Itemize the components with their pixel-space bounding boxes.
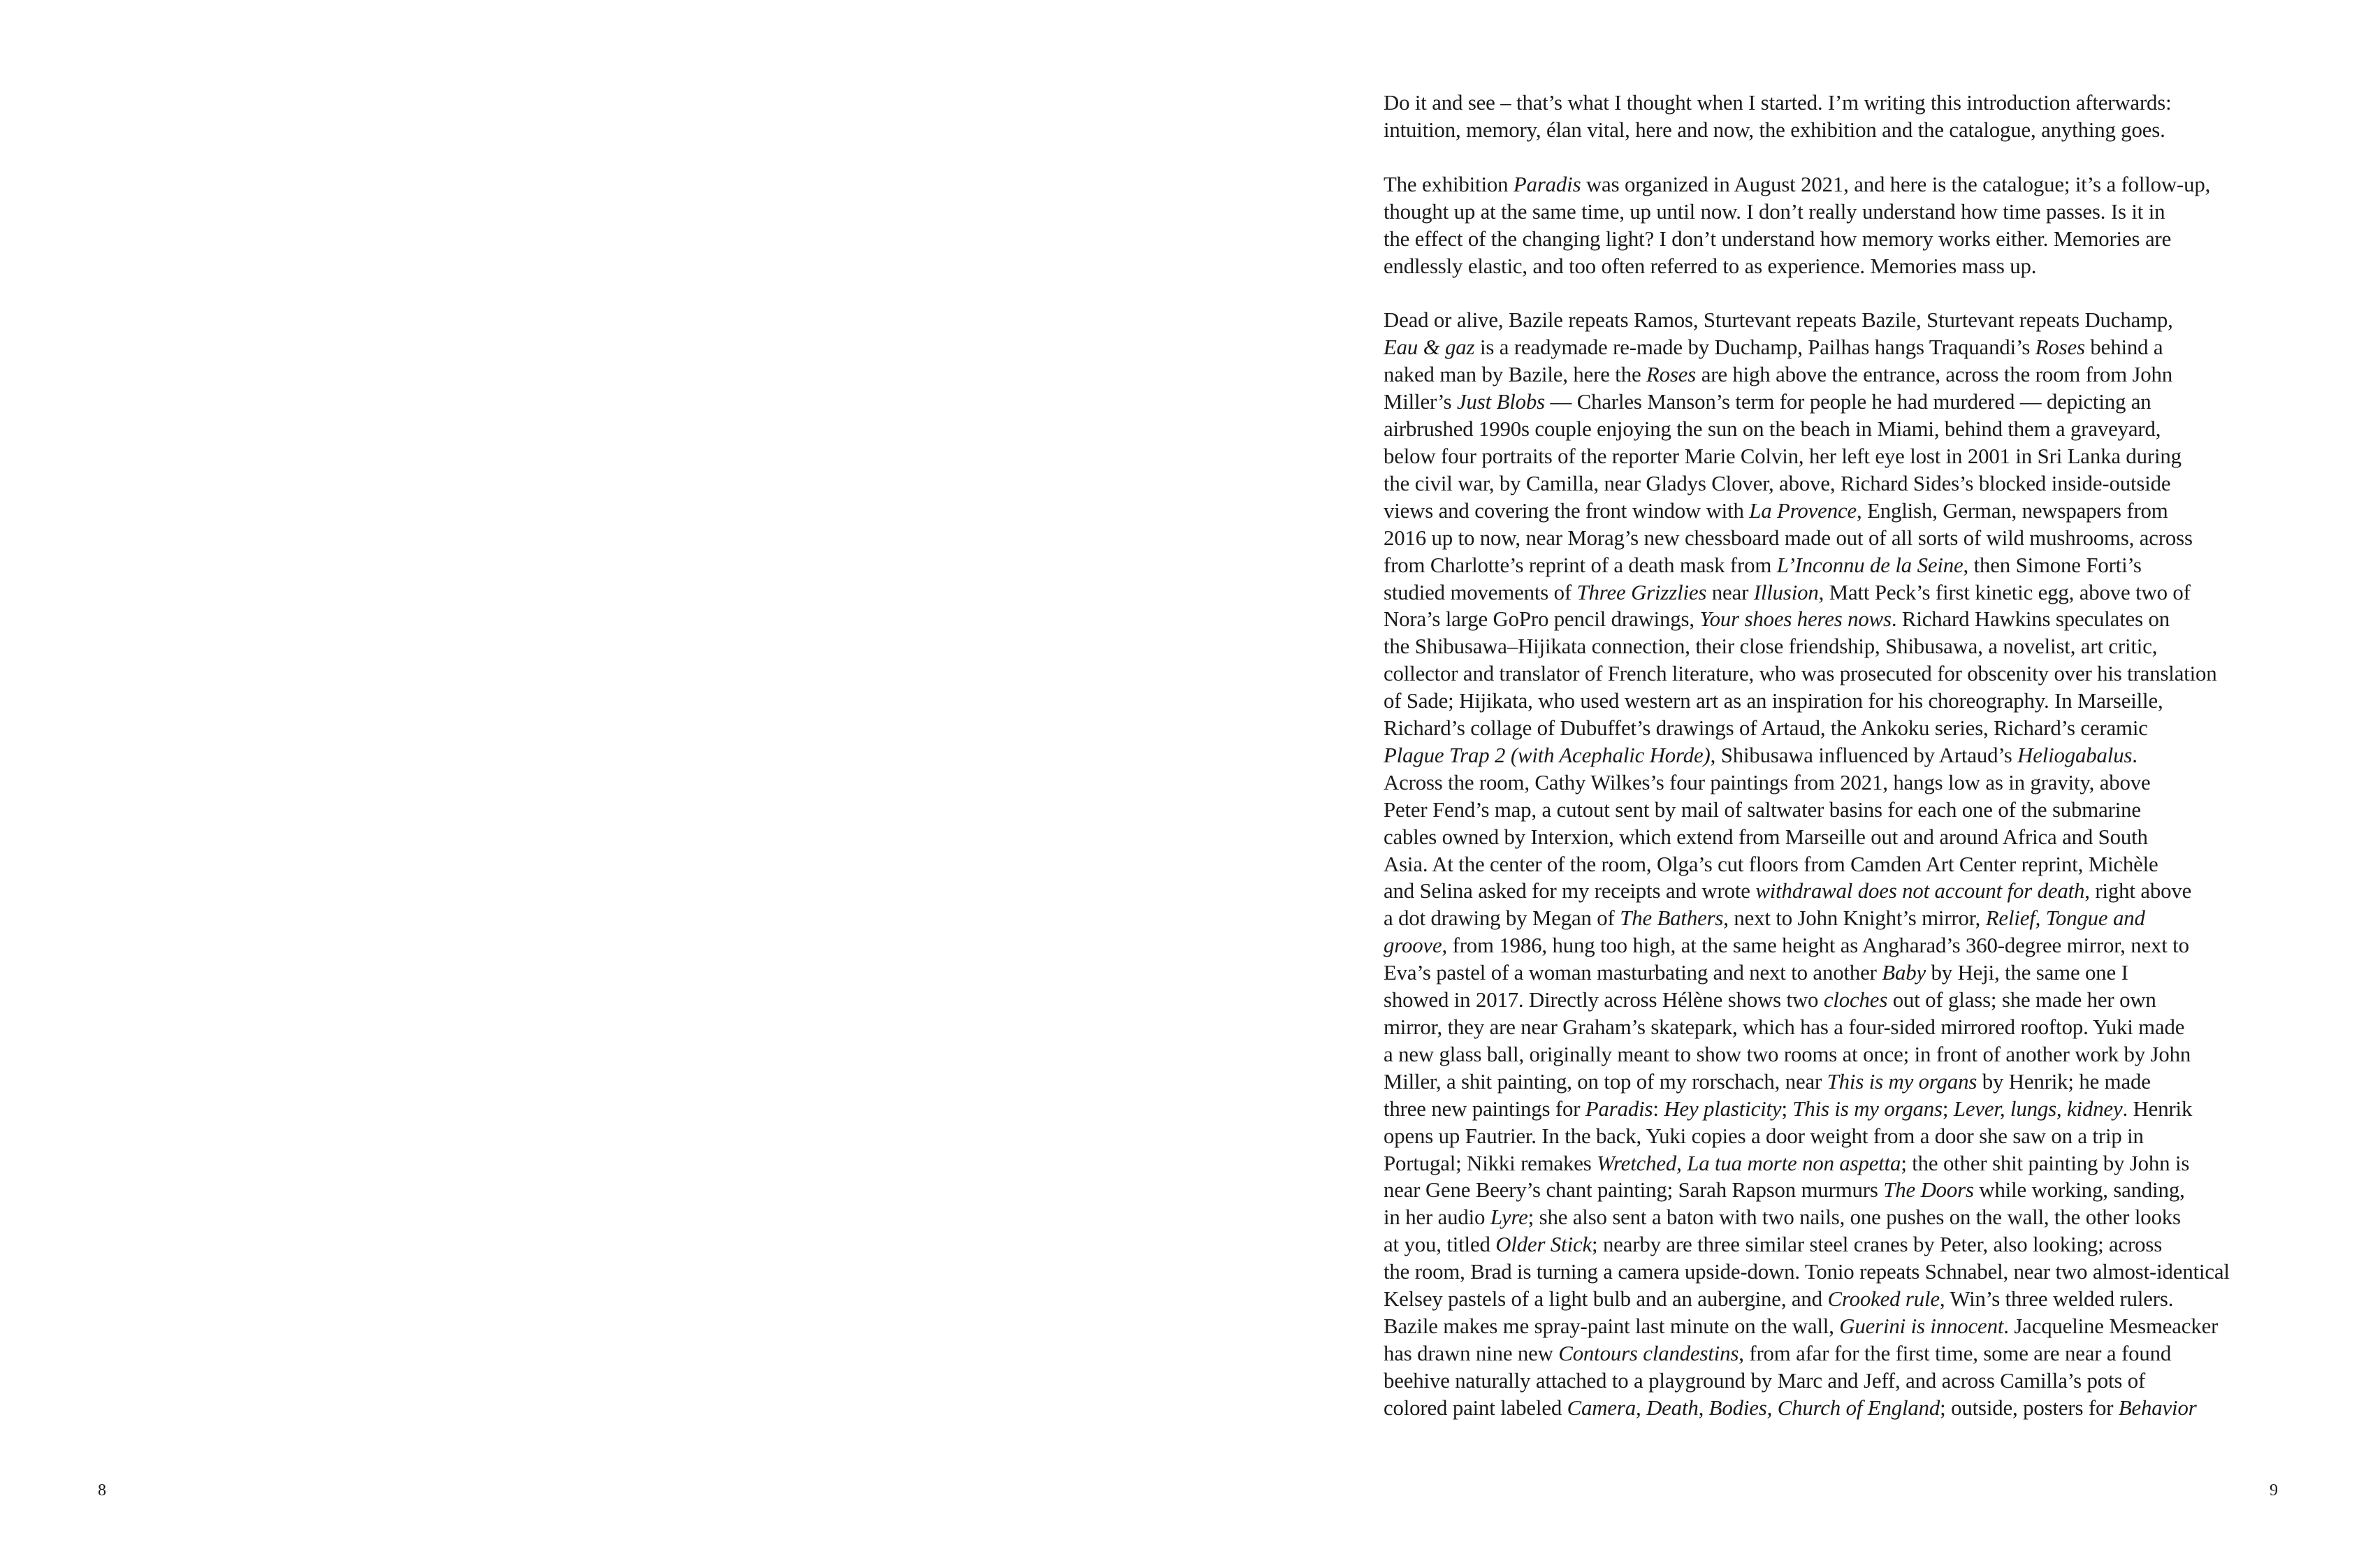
text-run: Peter Fend’s map, a cutout sent by mail of saltwater basins for each one of the submarine <box>1384 797 2141 822</box>
text-line <box>1384 1258 2307 1286</box>
page-number-right: 9 <box>2270 1481 2278 1500</box>
text-run: a new glass ball, originally meant to show two rooms at once; in front of another work by John <box>1384 1042 2191 1066</box>
text-run: Miller, a shit painting, on top of my rorschach, near <box>1384 1069 1827 1094</box>
italic-title: Plague Trap 2 (with Acephalic Horde) <box>1384 743 1711 767</box>
text-line <box>1384 361 2307 389</box>
text-line <box>1384 1123 2307 1150</box>
text-run: intuition, memory, élan vital, here and now, the exhibition and the catalogue, anything goes. <box>1384 117 2165 142</box>
text-run: Eva’s pastel of a woman masturbating and next to another <box>1384 961 1882 985</box>
italic-title: La Provence <box>1749 498 1857 523</box>
text-run: , from afar for the first time, some are near a found <box>1739 1341 2172 1365</box>
text-line <box>1384 1286 2307 1313</box>
text-run: colored paint labeled <box>1384 1395 1567 1420</box>
italic-title: Heliogabalus <box>2017 743 2133 767</box>
text-run: views and covering the front window with <box>1384 498 1750 523</box>
text-run: , Matt Peck’s first kinetic egg, above two of <box>1818 580 2191 604</box>
text-run: Kelsey pastels of a light bulb and an aubergine, and <box>1384 1287 1828 1312</box>
text-run: , from 1986, hung too high, at the same height as Angharad’s 360-degree mirror, next to <box>1442 934 2189 958</box>
text-line <box>1384 1014 2307 1041</box>
text-line <box>1384 334 2307 361</box>
text-run: collector and translator of French literature, who was prosecuted for obscenity over his translation <box>1384 662 2217 686</box>
text-run: was organized in August 2021, and here is the catalogue; it’s a follow-up, <box>1581 172 2211 196</box>
text-run: of Sade; Hijikata, who used western art as an inspiration for his choreography. In Marseille, <box>1384 689 2163 713</box>
text-run: cables owned by Interxion, which extend from Marseille out and around Africa and South <box>1384 825 2148 849</box>
text-line <box>1384 171 2307 198</box>
text-run: ; outside, posters for <box>1940 1395 2119 1420</box>
text-run: the room, Brad is turning a camera upside-down. Tonio repeats Schnabel, near two almost-identical <box>1384 1260 2230 1284</box>
text-line <box>1384 552 2307 579</box>
text-run: and Selina asked for my receipts and wrote <box>1384 879 1756 903</box>
text-line <box>1384 579 2307 607</box>
page-number-left: 8 <box>98 1481 106 1500</box>
text-run: studied movements of <box>1384 580 1577 604</box>
italic-title: Lyre <box>1490 1205 1528 1230</box>
italic-title: This is my organs <box>1827 1069 1977 1094</box>
text-run: , Win’s three welded rulers. <box>1939 1287 2174 1312</box>
text-line <box>1384 1395 2307 1422</box>
right-page <box>1183 0 2366 1568</box>
text-line <box>1384 932 2307 959</box>
text-line <box>1384 253 2307 280</box>
text-run: in her audio <box>1384 1205 1490 1230</box>
text-run: airbrushed 1990s couple enjoying the sun on the beach in Miami, behind them a graveyard, <box>1384 417 2161 442</box>
text-line <box>1384 1096 2307 1123</box>
text-line <box>1384 226 2307 253</box>
text-run: Do it and see – that’s what I thought when I started. I’m writing this introduction afterwards: <box>1384 91 2172 115</box>
text-line <box>1384 1204 2307 1231</box>
text-run: Nora’s large GoPro pencil drawings, <box>1384 607 1700 632</box>
text-run: below four portraits of the reporter Marie Colvin, her left eye lost in 2001 in Sri Lanka during <box>1384 444 2182 468</box>
text-line <box>1384 1177 2307 1204</box>
text-run: : <box>1653 1096 1664 1121</box>
text-run: Portugal; Nikki remakes <box>1384 1151 1597 1175</box>
text-line <box>1384 389 2307 416</box>
text-line <box>1384 688 2307 715</box>
italic-title: The Bathers <box>1620 906 1724 931</box>
text-line <box>1384 769 2307 797</box>
text-run: Dead or alive, Bazile repeats Ramos, Sturtevant repeats Bazile, Sturtevant repeats Duchamp, <box>1384 308 2173 333</box>
text-run: naked man by Bazile, here the <box>1384 363 1647 387</box>
text-run: . <box>2132 743 2138 767</box>
paragraph-3 <box>1384 307 2307 1421</box>
italic-title: Camera, Death, Bodies, Church of England <box>1567 1395 1940 1420</box>
text-line <box>1384 1313 2307 1340</box>
text-line <box>1384 416 2307 443</box>
text-line <box>1384 443 2307 470</box>
text-line <box>1384 1068 2307 1096</box>
text-line <box>1384 1340 2307 1367</box>
italic-title: This is my organs <box>1792 1096 1943 1121</box>
italic-title: Roses <box>1646 363 1697 387</box>
italic-title: Roses <box>2035 335 2085 360</box>
italic-title: Illusion <box>1753 580 1819 604</box>
italic-title: Older Stick <box>1495 1233 1592 1257</box>
text-run: behind a <box>2084 335 2163 360</box>
text-line <box>1384 498 2307 525</box>
paragraph-2 <box>1384 171 2307 280</box>
text-run: the civil war, by Camilla, near Gladys Clover, above, Richard Sides’s blocked inside-outside <box>1384 471 2171 495</box>
text-line <box>1384 1150 2307 1177</box>
text-line <box>1384 1367 2307 1395</box>
text-run: a dot drawing by Megan of <box>1384 906 1620 931</box>
italic-title: Contours clandestins <box>1558 1341 1739 1365</box>
italic-title: Your shoes heres nows <box>1699 607 1892 632</box>
text-run: by Henrik; he made <box>1977 1069 2151 1094</box>
italic-title: Paradis <box>1585 1096 1653 1121</box>
text-line <box>1384 660 2307 688</box>
text-run: from Charlotte’s reprint of a death mask from <box>1384 553 1777 577</box>
text-run: , then Simone Forti’s <box>1963 553 2142 577</box>
text-run: by Heji, the same one I <box>1925 961 2128 985</box>
text-run: has drawn nine new <box>1384 1341 1559 1365</box>
text-line <box>1384 633 2307 660</box>
italic-title: Relief, Tongue and <box>1985 906 2145 931</box>
text-run: . Henrik <box>2122 1096 2193 1121</box>
text-run: ; the other shit painting by John is <box>1901 1151 2190 1175</box>
text-line <box>1384 715 2307 742</box>
text-line <box>1384 198 2307 226</box>
italic-title: Baby <box>1882 961 1926 985</box>
text-line <box>1384 1041 2307 1068</box>
text-run: , Shibusawa influenced by Artaud’s <box>1710 743 2018 767</box>
text-run: , English, German, newspapers from <box>1856 498 2168 523</box>
italic-title: cloches <box>1823 988 1888 1012</box>
text-run: Bazile makes me spray-paint last minute on the wall, <box>1384 1314 1840 1338</box>
text-run: near Gene Beery’s chant painting; Sarah Rapson murmurs <box>1384 1178 1884 1203</box>
text-run: . Richard Hawkins speculates on <box>1891 607 2170 632</box>
italic-title: Crooked rule <box>1827 1287 1940 1312</box>
italic-title: L’Inconnu de la Seine <box>1776 553 1964 577</box>
text-line <box>1384 470 2307 498</box>
text-run: at you, titled <box>1384 1233 1496 1257</box>
text-run: near <box>1706 580 1754 604</box>
italic-title: The Doors <box>1883 1178 1974 1203</box>
text-line <box>1384 117 2307 144</box>
text-line <box>1384 525 2307 552</box>
text-run: opens up Fautrier. In the back, Yuki copies a door weight from a door she saw on a trip in <box>1384 1124 2144 1148</box>
text-run: Richard’s collage of Dubuffet’s drawings of Artaud, the Ankoku series, Richard’s ceramic <box>1384 716 2148 741</box>
text-run: Asia. At the center of the room, Olga’s cut floors from Camden Art Center reprint, Michèle <box>1384 852 2158 876</box>
text-run: endlessly elastic, and too often referred to as experience. Memories mass up. <box>1384 254 2037 278</box>
text-run: . Jacqueline Mesmeacker <box>2003 1314 2219 1338</box>
text-line <box>1384 878 2307 905</box>
text-run: mirror, they are near Graham’s skatepark, which has a four-sided mirrored rooftop. Yuki made <box>1384 1015 2185 1039</box>
text-run: ; nearby are three similar steel cranes by Peter, also looking; across <box>1592 1233 2163 1257</box>
text-line <box>1384 959 2307 987</box>
italic-title: groove <box>1384 934 1442 958</box>
text-line <box>1384 905 2307 932</box>
text-run: while working, sanding, <box>1973 1178 2185 1203</box>
text-line <box>1384 824 2307 851</box>
text-line <box>1384 307 2307 334</box>
italic-title: Paradis <box>1513 172 1581 196</box>
text-run: are high above the entrance, across the room from John <box>1696 363 2173 387</box>
text-run: out of glass; she made her own <box>1887 988 2156 1012</box>
italic-title: Behavior <box>2118 1395 2197 1420</box>
italic-title: Hey plasticity <box>1664 1096 1782 1121</box>
text-line <box>1384 742 2307 769</box>
text-run: 2016 up to now, near Morag’s new chessboard made out of all sorts of wild mushrooms, across <box>1384 525 2193 550</box>
text-run: thought up at the same time, up until now. I don’t really understand how time passes. Is it in <box>1384 199 2165 224</box>
text-run: Miller’s <box>1384 390 1458 414</box>
text-run: Across the room, Cathy Wilkes’s four paintings from 2021, hangs low as in gravity, above <box>1384 770 2151 794</box>
body-text <box>1384 89 2307 1449</box>
text-line <box>1384 606 2307 633</box>
text-run: , right above <box>2084 879 2192 903</box>
text-run: the effect of the changing light? I don’t understand how memory works either. Memories are <box>1384 226 2172 251</box>
text-run: The exhibition <box>1384 172 1514 196</box>
text-run: , next to John Knight’s mirror, <box>1723 906 1986 931</box>
italic-title: Three Grizzlies <box>1576 580 1707 604</box>
text-run: three new paintings for <box>1384 1096 1585 1121</box>
text-run: the Shibusawa–Hijikata connection, their close friendship, Shibusawa, a novelist, art critic, <box>1384 634 2158 659</box>
text-run: ; <box>1942 1096 1954 1121</box>
text-run: beehive naturally attached to a playground by Marc and Jeff, and across Camilla’s pots of <box>1384 1368 2146 1393</box>
italic-title: Wretched, La tua morte non aspetta <box>1597 1151 1901 1175</box>
italic-title: Just Blobs <box>1457 390 1545 414</box>
paragraph-1 <box>1384 89 2307 144</box>
italic-title: Eau & gaz <box>1384 335 1475 360</box>
italic-title: Guerini is innocent <box>1839 1314 2004 1338</box>
text-line <box>1384 1231 2307 1258</box>
italic-title: Lever, lungs, kidney <box>1953 1096 2123 1121</box>
italic-title: withdrawal does not account for death <box>1755 879 2085 903</box>
text-line <box>1384 987 2307 1014</box>
text-line <box>1384 851 2307 878</box>
text-run: ; <box>1781 1096 1793 1121</box>
text-run: — Charles Manson’s term for people he had murdered — depicting an <box>1544 390 2151 414</box>
text-run: showed in 2017. Directly across Hélène shows two <box>1384 988 1824 1012</box>
text-line <box>1384 89 2307 117</box>
text-run: ; she also sent a baton with two nails, one pushes on the wall, the other looks <box>1527 1205 2181 1230</box>
text-run: is a readymade re-made by Duchamp, Pailhas hangs Traquandi’s <box>1474 335 2035 360</box>
text-line <box>1384 797 2307 824</box>
